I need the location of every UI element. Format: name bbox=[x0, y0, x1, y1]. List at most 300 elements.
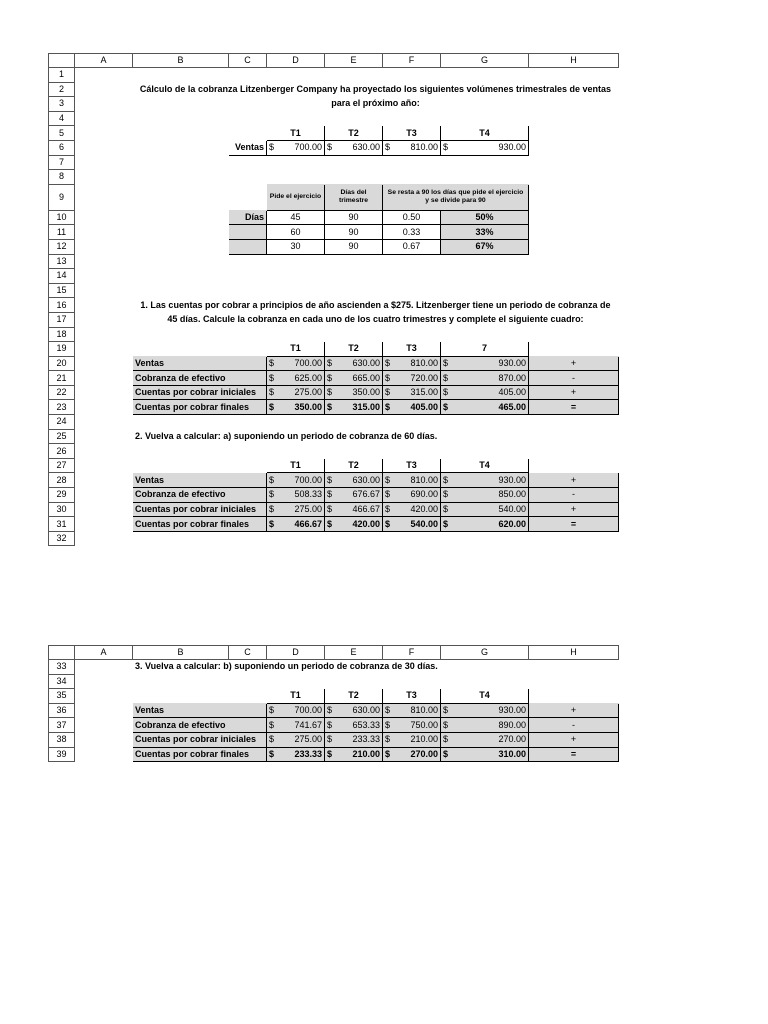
days-cell[interactable]: 90 bbox=[325, 225, 383, 240]
empty-cell[interactable] bbox=[383, 531, 441, 546]
quarter-header[interactable]: T3 bbox=[383, 342, 441, 357]
empty-cell[interactable] bbox=[383, 674, 441, 689]
empty-cell[interactable] bbox=[75, 747, 133, 762]
empty-cell[interactable] bbox=[75, 703, 133, 718]
quarter-header[interactable]: T1 bbox=[267, 126, 325, 141]
money-cell[interactable] bbox=[325, 747, 383, 762]
money-cell[interactable] bbox=[441, 517, 529, 532]
money-cell[interactable] bbox=[325, 473, 383, 488]
empty-cell[interactable] bbox=[325, 415, 383, 430]
ratio-cell[interactable]: 0.67 bbox=[383, 239, 441, 254]
empty-cell[interactable] bbox=[75, 371, 133, 386]
row-label[interactable]: Ventas bbox=[133, 473, 267, 488]
quarter-header[interactable]: 7 bbox=[441, 342, 529, 357]
empty-cell[interactable] bbox=[75, 732, 133, 747]
empty-cell[interactable] bbox=[529, 458, 619, 473]
empty-cell[interactable] bbox=[441, 155, 529, 170]
money-cell[interactable] bbox=[383, 703, 441, 718]
operator-cell[interactable]: - bbox=[529, 718, 619, 733]
row-label[interactable]: Ventas bbox=[133, 356, 267, 371]
quarter-header[interactable]: T1 bbox=[267, 342, 325, 357]
empty-cell[interactable] bbox=[529, 689, 619, 704]
money-cell[interactable] bbox=[267, 488, 325, 503]
column-header[interactable]: G bbox=[441, 646, 529, 660]
empty-cell[interactable] bbox=[75, 458, 133, 473]
money-cell[interactable] bbox=[267, 718, 325, 733]
empty-cell[interactable] bbox=[133, 254, 229, 269]
empty-cell[interactable] bbox=[75, 126, 133, 141]
empty-cell[interactable] bbox=[267, 674, 325, 689]
money-cell[interactable] bbox=[383, 488, 441, 503]
empty-cell[interactable] bbox=[133, 444, 229, 459]
empty-cell[interactable] bbox=[133, 140, 229, 155]
empty-cell[interactable] bbox=[133, 415, 229, 430]
empty-cell[interactable] bbox=[229, 444, 267, 459]
money-cell[interactable] bbox=[267, 747, 325, 762]
empty-cell[interactable] bbox=[133, 674, 229, 689]
empty-cell[interactable] bbox=[267, 283, 325, 298]
row-label[interactable]: Cobranza de efectivo bbox=[133, 488, 267, 503]
empty-cell[interactable] bbox=[441, 254, 529, 269]
money-cell[interactable] bbox=[325, 140, 383, 155]
empty-cell[interactable] bbox=[325, 155, 383, 170]
empty-cell[interactable] bbox=[229, 327, 267, 342]
empty-cell[interactable] bbox=[133, 458, 229, 473]
empty-cell[interactable] bbox=[75, 488, 133, 503]
money-cell[interactable] bbox=[441, 703, 529, 718]
quarter-header[interactable]: T2 bbox=[325, 126, 383, 141]
empty-cell[interactable] bbox=[267, 254, 325, 269]
money-cell[interactable] bbox=[383, 385, 441, 400]
row-number[interactable]: 27 bbox=[49, 458, 75, 473]
empty-cell[interactable] bbox=[383, 415, 441, 430]
empty-cell[interactable] bbox=[529, 342, 619, 357]
row-number[interactable]: 29 bbox=[49, 488, 75, 503]
operator-cell[interactable]: + bbox=[529, 385, 619, 400]
empty-cell[interactable] bbox=[229, 342, 267, 357]
row-label[interactable]: Ventas bbox=[133, 703, 267, 718]
money-cell[interactable] bbox=[383, 502, 441, 517]
empty-cell[interactable] bbox=[75, 429, 133, 444]
empty-cell[interactable] bbox=[267, 111, 325, 126]
money-cell[interactable] bbox=[267, 400, 325, 415]
row-number[interactable]: 25 bbox=[49, 429, 75, 444]
empty-cell[interactable] bbox=[441, 415, 529, 430]
empty-cell[interactable] bbox=[325, 444, 383, 459]
money-cell[interactable] bbox=[325, 718, 383, 733]
money-cell[interactable] bbox=[383, 371, 441, 386]
days-header[interactable] bbox=[325, 184, 383, 210]
column-header[interactable]: D bbox=[267, 646, 325, 660]
operator-cell[interactable]: + bbox=[529, 732, 619, 747]
row-label[interactable]: Cuentas por cobrar finales bbox=[133, 747, 267, 762]
row-number[interactable]: 15 bbox=[49, 283, 75, 298]
empty-cell[interactable] bbox=[133, 170, 229, 185]
empty-cell[interactable] bbox=[267, 444, 325, 459]
empty-cell[interactable] bbox=[383, 283, 441, 298]
money-cell[interactable] bbox=[325, 488, 383, 503]
column-header[interactable]: H bbox=[529, 646, 619, 660]
money-cell[interactable] bbox=[383, 400, 441, 415]
row-number[interactable]: 13 bbox=[49, 254, 75, 269]
quarter-header[interactable]: T2 bbox=[325, 458, 383, 473]
money-cell[interactable] bbox=[267, 356, 325, 371]
empty-cell[interactable] bbox=[441, 170, 529, 185]
empty-cell[interactable] bbox=[267, 269, 325, 284]
row-label[interactable]: Cuentas por cobrar finales bbox=[133, 517, 267, 532]
empty-cell[interactable] bbox=[325, 327, 383, 342]
row-number[interactable]: 20 bbox=[49, 356, 75, 371]
empty-cell[interactable] bbox=[383, 68, 441, 83]
quarter-header[interactable]: T3 bbox=[383, 458, 441, 473]
days-cell[interactable]: 90 bbox=[325, 210, 383, 225]
quarter-header[interactable]: T4 bbox=[441, 689, 529, 704]
column-header[interactable]: D bbox=[267, 54, 325, 68]
money-cell[interactable] bbox=[441, 502, 529, 517]
row-number[interactable]: 1 bbox=[49, 68, 75, 83]
quarter-header[interactable]: T2 bbox=[325, 689, 383, 704]
empty-cell[interactable] bbox=[133, 342, 229, 357]
column-header[interactable] bbox=[49, 54, 75, 68]
money-cell[interactable] bbox=[441, 140, 529, 155]
empty-cell[interactable] bbox=[529, 415, 619, 430]
operator-cell[interactable]: - bbox=[529, 488, 619, 503]
empty-cell[interactable] bbox=[75, 400, 133, 415]
percent-cell[interactable]: 50% bbox=[441, 210, 529, 225]
operator-cell[interactable]: = bbox=[529, 400, 619, 415]
row-number[interactable]: 12 bbox=[49, 239, 75, 254]
days-cell[interactable]: 60 bbox=[267, 225, 325, 240]
row-number[interactable]: 35 bbox=[49, 689, 75, 704]
money-cell[interactable] bbox=[383, 517, 441, 532]
empty-cell[interactable] bbox=[75, 269, 133, 284]
empty-cell[interactable] bbox=[133, 327, 229, 342]
empty-cell[interactable] bbox=[75, 140, 133, 155]
row-number[interactable]: 34 bbox=[49, 674, 75, 689]
row-number[interactable]: 21 bbox=[49, 371, 75, 386]
quarter-header[interactable]: T3 bbox=[383, 126, 441, 141]
row-number[interactable]: 4 bbox=[49, 111, 75, 126]
empty-cell[interactable] bbox=[529, 254, 619, 269]
row-label[interactable]: Cobranza de efectivo bbox=[133, 371, 267, 386]
money-cell[interactable] bbox=[267, 703, 325, 718]
row-number[interactable]: 6 bbox=[49, 140, 75, 155]
money-cell[interactable] bbox=[325, 502, 383, 517]
empty-cell[interactable] bbox=[75, 298, 133, 313]
row-number[interactable]: 22 bbox=[49, 385, 75, 400]
money-cell[interactable] bbox=[383, 356, 441, 371]
quarter-header[interactable]: T4 bbox=[441, 458, 529, 473]
empty-cell[interactable] bbox=[441, 327, 529, 342]
empty-cell[interactable] bbox=[75, 444, 133, 459]
empty-cell[interactable] bbox=[529, 184, 619, 210]
empty-cell[interactable] bbox=[267, 531, 325, 546]
empty-cell[interactable] bbox=[383, 327, 441, 342]
row-number[interactable]: 9 bbox=[49, 184, 75, 210]
empty-cell[interactable] bbox=[133, 283, 229, 298]
row-number[interactable]: 36 bbox=[49, 703, 75, 718]
empty-cell[interactable] bbox=[75, 674, 133, 689]
empty-cell[interactable] bbox=[441, 269, 529, 284]
empty-cell[interactable] bbox=[133, 531, 229, 546]
money-cell[interactable] bbox=[267, 140, 325, 155]
empty-cell[interactable] bbox=[441, 111, 529, 126]
empty-cell[interactable] bbox=[529, 269, 619, 284]
empty-cell[interactable] bbox=[229, 269, 267, 284]
money-cell[interactable] bbox=[383, 718, 441, 733]
row-label[interactable]: Cuentas por cobrar iniciales bbox=[133, 732, 267, 747]
empty-cell[interactable] bbox=[75, 342, 133, 357]
row-number[interactable]: 38 bbox=[49, 732, 75, 747]
sales-label[interactable]: Ventas bbox=[229, 140, 267, 155]
empty-cell[interactable] bbox=[75, 68, 133, 83]
quarter-header[interactable]: T1 bbox=[267, 458, 325, 473]
empty-cell[interactable] bbox=[75, 210, 133, 225]
empty-cell[interactable] bbox=[529, 140, 619, 155]
empty-cell[interactable] bbox=[529, 126, 619, 141]
empty-cell[interactable] bbox=[75, 356, 133, 371]
empty-cell[interactable] bbox=[383, 444, 441, 459]
days-label[interactable]: Días bbox=[229, 210, 267, 225]
empty-cell[interactable] bbox=[229, 689, 267, 704]
empty-cell[interactable] bbox=[75, 82, 133, 97]
empty-cell[interactable] bbox=[229, 126, 267, 141]
empty-cell[interactable] bbox=[229, 283, 267, 298]
row-label[interactable]: Cuentas por cobrar finales bbox=[133, 400, 267, 415]
empty-cell[interactable] bbox=[529, 111, 619, 126]
empty-cell[interactable] bbox=[529, 239, 619, 254]
money-cell[interactable] bbox=[383, 747, 441, 762]
percent-cell[interactable]: 67% bbox=[441, 239, 529, 254]
operator-cell[interactable]: = bbox=[529, 747, 619, 762]
empty-cell[interactable] bbox=[325, 170, 383, 185]
money-cell[interactable] bbox=[325, 703, 383, 718]
empty-cell[interactable] bbox=[75, 312, 133, 327]
money-cell[interactable] bbox=[325, 356, 383, 371]
quarter-header[interactable]: T4 bbox=[441, 126, 529, 141]
quarter-header[interactable]: T2 bbox=[325, 342, 383, 357]
money-cell[interactable] bbox=[441, 356, 529, 371]
empty-cell[interactable] bbox=[325, 68, 383, 83]
empty-cell[interactable] bbox=[383, 254, 441, 269]
empty-cell[interactable] bbox=[75, 385, 133, 400]
empty-cell[interactable] bbox=[529, 225, 619, 240]
row-number[interactable]: 11 bbox=[49, 225, 75, 240]
empty-cell[interactable] bbox=[133, 225, 229, 240]
empty-cell[interactable] bbox=[133, 111, 229, 126]
empty-cell[interactable] bbox=[441, 674, 529, 689]
empty-cell[interactable] bbox=[75, 327, 133, 342]
quarter-header[interactable]: T1 bbox=[267, 689, 325, 704]
empty-cell[interactable] bbox=[441, 531, 529, 546]
row-number[interactable]: 16 bbox=[49, 298, 75, 313]
empty-cell[interactable] bbox=[229, 674, 267, 689]
empty-cell[interactable] bbox=[229, 415, 267, 430]
empty-cell[interactable] bbox=[75, 502, 133, 517]
empty-cell[interactable] bbox=[133, 126, 229, 141]
empty-cell[interactable] bbox=[133, 689, 229, 704]
money-cell[interactable] bbox=[383, 473, 441, 488]
days-label-empty[interactable] bbox=[229, 225, 267, 240]
days-label-empty[interactable] bbox=[229, 239, 267, 254]
empty-cell[interactable] bbox=[383, 155, 441, 170]
money-cell[interactable] bbox=[441, 488, 529, 503]
row-number[interactable]: 31 bbox=[49, 517, 75, 532]
money-cell[interactable] bbox=[325, 732, 383, 747]
money-cell[interactable] bbox=[441, 747, 529, 762]
money-cell[interactable] bbox=[267, 502, 325, 517]
empty-cell[interactable] bbox=[75, 473, 133, 488]
column-header[interactable]: B bbox=[133, 54, 229, 68]
empty-cell[interactable] bbox=[133, 239, 229, 254]
operator-cell[interactable]: + bbox=[529, 502, 619, 517]
empty-cell[interactable] bbox=[75, 517, 133, 532]
row-number[interactable]: 5 bbox=[49, 126, 75, 141]
empty-cell[interactable] bbox=[75, 225, 133, 240]
empty-cell[interactable] bbox=[229, 531, 267, 546]
money-cell[interactable] bbox=[325, 385, 383, 400]
empty-cell[interactable] bbox=[75, 111, 133, 126]
row-number[interactable]: 7 bbox=[49, 155, 75, 170]
empty-cell[interactable] bbox=[133, 269, 229, 284]
column-header[interactable]: A bbox=[75, 54, 133, 68]
empty-cell[interactable] bbox=[229, 184, 267, 210]
empty-cell[interactable] bbox=[75, 660, 133, 675]
column-header[interactable] bbox=[49, 646, 75, 660]
empty-cell[interactable] bbox=[383, 269, 441, 284]
money-cell[interactable] bbox=[441, 385, 529, 400]
empty-cell[interactable] bbox=[325, 269, 383, 284]
empty-cell[interactable] bbox=[75, 415, 133, 430]
empty-cell[interactable] bbox=[529, 531, 619, 546]
empty-cell[interactable] bbox=[229, 68, 267, 83]
empty-cell[interactable] bbox=[267, 415, 325, 430]
empty-cell[interactable] bbox=[529, 674, 619, 689]
row-number[interactable]: 19 bbox=[49, 342, 75, 357]
money-cell[interactable] bbox=[325, 400, 383, 415]
empty-cell[interactable] bbox=[441, 283, 529, 298]
column-header[interactable]: E bbox=[325, 54, 383, 68]
money-cell[interactable] bbox=[441, 371, 529, 386]
column-header[interactable]: G bbox=[441, 54, 529, 68]
empty-cell[interactable] bbox=[75, 283, 133, 298]
money-cell[interactable] bbox=[325, 517, 383, 532]
row-number[interactable]: 14 bbox=[49, 269, 75, 284]
empty-cell[interactable] bbox=[229, 254, 267, 269]
empty-cell[interactable] bbox=[229, 111, 267, 126]
operator-cell[interactable]: = bbox=[529, 517, 619, 532]
row-number[interactable]: 39 bbox=[49, 747, 75, 762]
days-header[interactable] bbox=[383, 184, 529, 210]
row-number[interactable]: 8 bbox=[49, 170, 75, 185]
money-cell[interactable] bbox=[267, 473, 325, 488]
empty-cell[interactable] bbox=[529, 210, 619, 225]
row-number[interactable]: 32 bbox=[49, 531, 75, 546]
empty-cell[interactable] bbox=[75, 531, 133, 546]
column-header[interactable]: C bbox=[229, 54, 267, 68]
ratio-cell[interactable]: 0.50 bbox=[383, 210, 441, 225]
row-number[interactable]: 24 bbox=[49, 415, 75, 430]
quarter-header[interactable]: T3 bbox=[383, 689, 441, 704]
days-header[interactable] bbox=[267, 184, 325, 210]
ratio-cell[interactable]: 0.33 bbox=[383, 225, 441, 240]
row-number[interactable]: 30 bbox=[49, 502, 75, 517]
row-number[interactable]: 33 bbox=[49, 660, 75, 675]
money-cell[interactable] bbox=[441, 400, 529, 415]
empty-cell[interactable] bbox=[441, 444, 529, 459]
empty-cell[interactable] bbox=[75, 254, 133, 269]
empty-cell[interactable] bbox=[75, 239, 133, 254]
empty-cell[interactable] bbox=[383, 111, 441, 126]
days-cell[interactable]: 90 bbox=[325, 239, 383, 254]
row-number[interactable]: 3 bbox=[49, 97, 75, 112]
empty-cell[interactable] bbox=[529, 444, 619, 459]
days-cell[interactable]: 30 bbox=[267, 239, 325, 254]
empty-cell[interactable] bbox=[133, 68, 229, 83]
row-label[interactable]: Cuentas por cobrar iniciales bbox=[133, 502, 267, 517]
column-header[interactable]: F bbox=[383, 646, 441, 660]
operator-cell[interactable]: + bbox=[529, 473, 619, 488]
empty-cell[interactable] bbox=[267, 170, 325, 185]
column-header[interactable]: F bbox=[383, 54, 441, 68]
empty-cell[interactable] bbox=[267, 68, 325, 83]
column-header[interactable]: A bbox=[75, 646, 133, 660]
money-cell[interactable] bbox=[325, 371, 383, 386]
empty-cell[interactable] bbox=[383, 170, 441, 185]
empty-cell[interactable] bbox=[441, 68, 529, 83]
empty-cell[interactable] bbox=[133, 184, 229, 210]
empty-cell[interactable] bbox=[325, 254, 383, 269]
money-cell[interactable] bbox=[383, 140, 441, 155]
empty-cell[interactable] bbox=[75, 184, 133, 210]
empty-cell[interactable] bbox=[133, 210, 229, 225]
empty-cell[interactable] bbox=[75, 155, 133, 170]
percent-cell[interactable]: 33% bbox=[441, 225, 529, 240]
column-header[interactable]: B bbox=[133, 646, 229, 660]
empty-cell[interactable] bbox=[75, 718, 133, 733]
empty-cell[interactable] bbox=[267, 155, 325, 170]
empty-cell[interactable] bbox=[325, 531, 383, 546]
row-number[interactable]: 10 bbox=[49, 210, 75, 225]
money-cell[interactable] bbox=[267, 517, 325, 532]
empty-cell[interactable] bbox=[529, 68, 619, 83]
empty-cell[interactable] bbox=[529, 170, 619, 185]
row-number[interactable]: 26 bbox=[49, 444, 75, 459]
operator-cell[interactable]: + bbox=[529, 356, 619, 371]
money-cell[interactable] bbox=[267, 385, 325, 400]
column-header[interactable]: E bbox=[325, 646, 383, 660]
money-cell[interactable] bbox=[267, 732, 325, 747]
column-header[interactable]: H bbox=[529, 54, 619, 68]
empty-cell[interactable] bbox=[325, 674, 383, 689]
empty-cell[interactable] bbox=[267, 327, 325, 342]
empty-cell[interactable] bbox=[229, 155, 267, 170]
money-cell[interactable] bbox=[383, 732, 441, 747]
row-number[interactable]: 18 bbox=[49, 327, 75, 342]
empty-cell[interactable] bbox=[529, 283, 619, 298]
money-cell[interactable] bbox=[267, 371, 325, 386]
empty-cell[interactable] bbox=[75, 689, 133, 704]
empty-cell[interactable] bbox=[529, 327, 619, 342]
operator-cell[interactable]: + bbox=[529, 703, 619, 718]
days-cell[interactable]: 45 bbox=[267, 210, 325, 225]
empty-cell[interactable] bbox=[75, 97, 133, 112]
row-number[interactable]: 2 bbox=[49, 82, 75, 97]
empty-cell[interactable] bbox=[229, 170, 267, 185]
empty-cell[interactable] bbox=[325, 111, 383, 126]
money-cell[interactable] bbox=[441, 732, 529, 747]
operator-cell[interactable]: - bbox=[529, 371, 619, 386]
